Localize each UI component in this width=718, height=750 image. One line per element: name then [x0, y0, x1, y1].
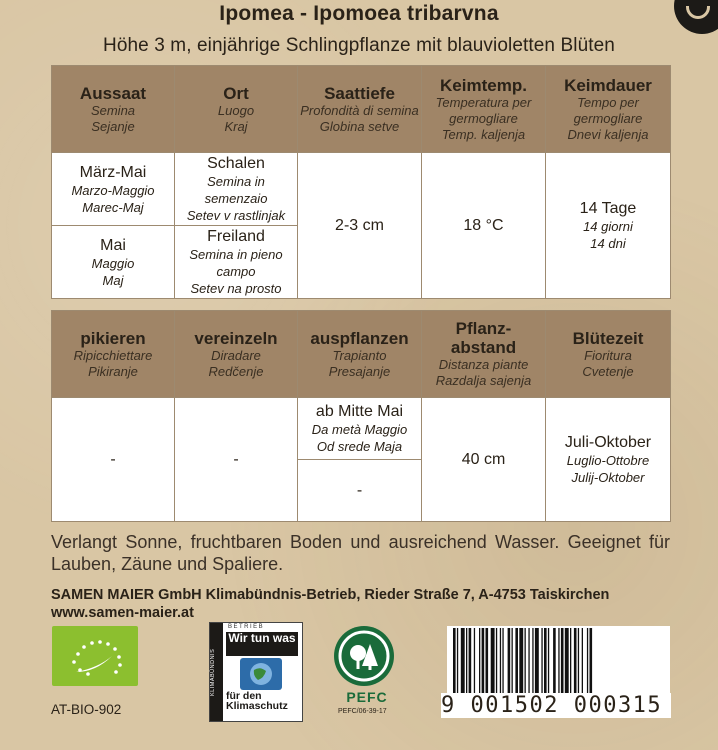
klima-bottom-text: für den Klimaschutz [226, 690, 288, 712]
company-info [51, 586, 681, 622]
header-aussaat: Aussaat Semina Sejanje [52, 66, 175, 153]
company-website: www.samen-maier.at [51, 605, 194, 621]
planting-table [51, 310, 671, 522]
pefc-code: PEFC/06-39-17 [338, 708, 387, 715]
header-vereinzeln: vereinzeln Diradare Redčenje [175, 311, 298, 398]
cell-bluetezeit: Juli-Oktober Luglio-Ottobre Julij-Oktober [546, 398, 671, 522]
cell-vereinzeln: - [175, 398, 298, 522]
sowing-table [51, 65, 671, 299]
header-keimtemp: Keimtemp. Temperatura per germogliare Temp. kaljenja [422, 66, 546, 153]
cell-ort-2: Freiland Semina in pieno campo Setev na prosto [175, 226, 298, 299]
globe-icon [240, 658, 282, 690]
header-ort: Ort Luogo Kraj [175, 66, 298, 153]
header-saattiefe: Saattiefe Profondità di semina Globina setve [298, 66, 422, 153]
barcode-number: 9 001502 000315 [441, 693, 671, 718]
cell-aussaat-2: Mai Maggio Maj [52, 226, 175, 299]
pefc-tree-icon [334, 626, 394, 686]
cell-keimtemp: 18 °C [422, 153, 546, 299]
cell-pflanzabstand: 40 cm [422, 398, 546, 522]
pefc-text: PEFC [346, 689, 388, 705]
cell-aussaat-1: März-Mai Marzo-Maggio Marec-Maj [52, 153, 175, 226]
cell-auspflanzen-2: - [298, 460, 422, 522]
planting-header-row [52, 311, 671, 398]
klima-top-text: Wir tun was [226, 632, 298, 656]
company-address: SAMEN MAIER GmbH Klimabündnis-Betrieb, Rieder Straße 7, A-4753 Taiskirchen [51, 587, 610, 603]
cell-auspflanzen-1: ab Mitte Mai Da metà Maggio Od srede Maja [298, 398, 422, 460]
sowing-row-1 [52, 153, 671, 226]
logo-strip [0, 622, 718, 750]
cell-ort-1: Schalen Semina in semenzaio Setev v rastlinjak [175, 153, 298, 226]
product-title: Ipomea - Ipomoea tribarvna [219, 2, 499, 25]
description-text: Verlangt Sonne, fruchtbaren Boden und ausreichend Wasser. Geeignet für Lauben, Zäune und Spaliere. [51, 532, 670, 574]
product-subtitle: Höhe 3 m, einjährige Schlingpflanze mit blauvioletten Blüten [103, 35, 615, 56]
klima-side-text: KLIMABÜNDNIS [210, 623, 223, 721]
eu-organic-leaf-icon [52, 626, 138, 686]
klimabuendnis-logo [209, 622, 303, 722]
planting-row-1 [52, 398, 671, 460]
header-auspflanzen: auspflanzen Trapianto Presajanje [298, 311, 422, 398]
maier-logo-icon [674, 0, 718, 34]
header-bluetezeit: Blütezeit Fioritura Cvetenje [546, 311, 671, 398]
cell-pikieren: - [52, 398, 175, 522]
klima-betrieb-text: BETRIEB [228, 624, 265, 630]
header-pikieren: pikieren Ripicchiettare Pikiranje [52, 311, 175, 398]
cell-keimdauer: 14 Tage 14 giorni 14 dni [546, 153, 671, 299]
cell-saattiefe: 2-3 cm [298, 153, 422, 299]
header-pflanzabstand: Pflanz-abstand Distanza piante Razdalja sajenja [422, 311, 546, 398]
bio-code: AT-BIO-902 [51, 702, 122, 717]
header-keimdauer: Keimdauer Tempo per germogliare Dnevi kaljenja [546, 66, 671, 153]
sowing-header-row [52, 66, 671, 153]
pefc-logo [332, 626, 402, 716]
